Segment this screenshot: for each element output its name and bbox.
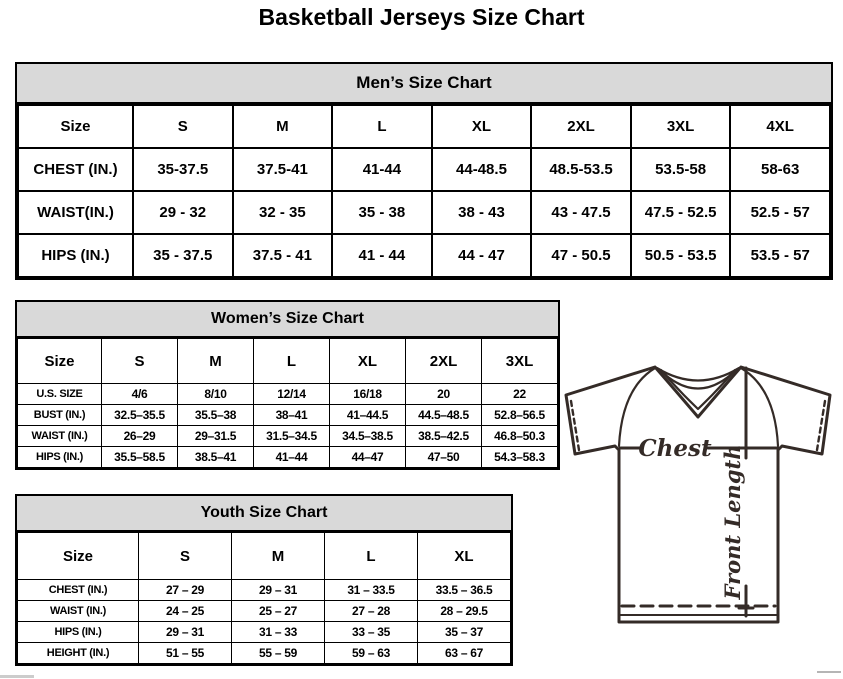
table-cell: 43 - 47.5: [531, 191, 631, 234]
column-header-row: [18, 105, 830, 148]
table-cell: 47 - 50.5: [531, 234, 631, 277]
row-label: U.S. SIZE: [18, 384, 102, 405]
table-cell: 8/10: [178, 384, 254, 405]
table-row: [18, 384, 558, 405]
scrollbar-fragment-left: [0, 675, 34, 678]
table-cell: 24 – 25: [139, 601, 232, 622]
table-cell: 51 – 55: [139, 643, 232, 664]
column-header: M: [178, 339, 254, 384]
row-label: CHEST (IN.): [18, 148, 133, 191]
column-header: 4XL: [730, 105, 830, 148]
size-header-cell: Size: [18, 533, 139, 580]
table-cell: 12/14: [254, 384, 330, 405]
table-cell: 59 – 63: [325, 643, 418, 664]
table-cell: 29 – 31: [232, 580, 325, 601]
mens-chart-title: Men’s Size Chart: [17, 64, 831, 104]
table-cell: 38 - 43: [432, 191, 532, 234]
table-row: [18, 148, 830, 191]
table-cell: 55 – 59: [232, 643, 325, 664]
table-row: [18, 580, 511, 601]
column-header: S: [102, 339, 178, 384]
table-cell: 33 – 35: [325, 622, 418, 643]
womens-size-table: [17, 338, 558, 468]
column-header: 2XL: [406, 339, 482, 384]
table-cell: 22: [482, 384, 558, 405]
table-cell: 47.5 - 52.5: [631, 191, 731, 234]
table-row: [18, 405, 558, 426]
table-row: [18, 622, 511, 643]
table-cell: 52.8–56.5: [482, 405, 558, 426]
table-cell: 53.5-58: [631, 148, 731, 191]
mens-size-chart: [15, 62, 833, 280]
table-row: [18, 601, 511, 622]
table-row: [18, 643, 511, 664]
table-cell: 44.5–48.5: [406, 405, 482, 426]
row-label: HEIGHT (IN.): [18, 643, 139, 664]
womens-chart-title: Women’s Size Chart: [17, 302, 558, 338]
youth-chart-title: Youth Size Chart: [17, 496, 511, 532]
table-cell: 35-37.5: [133, 148, 233, 191]
size-header-cell: Size: [18, 105, 133, 148]
table-cell: 46.8–50.3: [482, 426, 558, 447]
column-header-row: [18, 339, 558, 384]
youth-size-table: [17, 532, 511, 664]
table-cell: 44 - 47: [432, 234, 532, 277]
table-cell: 41–44: [254, 447, 330, 468]
size-header-cell: Size: [18, 339, 102, 384]
column-header: XL: [432, 105, 532, 148]
row-label: WAIST(IN.): [18, 191, 133, 234]
column-header: XL: [418, 533, 511, 580]
table-cell: 38.5–42.5: [406, 426, 482, 447]
table-cell: 41–44.5: [330, 405, 406, 426]
table-cell: 41-44: [332, 148, 432, 191]
table-row: [18, 234, 830, 277]
table-cell: 29–31.5: [178, 426, 254, 447]
table-cell: 50.5 - 53.5: [631, 234, 731, 277]
table-cell: 37.5 - 41: [233, 234, 333, 277]
table-cell: 4/6: [102, 384, 178, 405]
table-cell: 20: [406, 384, 482, 405]
table-cell: 35 - 37.5: [133, 234, 233, 277]
table-row: [18, 447, 558, 468]
row-label: CHEST (IN.): [18, 580, 139, 601]
table-cell: 37.5-41: [233, 148, 333, 191]
table-cell: 32 - 35: [233, 191, 333, 234]
column-header: M: [233, 105, 333, 148]
column-header: L: [254, 339, 330, 384]
jersey-outline-shape: [566, 367, 830, 622]
table-cell: 48.5-53.5: [531, 148, 631, 191]
table-cell: 41 - 44: [332, 234, 432, 277]
row-label: HIPS (IN.): [18, 447, 102, 468]
jersey-measurement-diagram: [556, 360, 843, 660]
column-header: S: [139, 533, 232, 580]
table-cell: 29 - 32: [133, 191, 233, 234]
table-cell: 28 – 29.5: [418, 601, 511, 622]
column-header: 3XL: [482, 339, 558, 384]
column-header: L: [332, 105, 432, 148]
column-header: 3XL: [631, 105, 731, 148]
table-cell: 35 - 38: [332, 191, 432, 234]
table-cell: 44-48.5: [432, 148, 532, 191]
column-header: M: [232, 533, 325, 580]
youth-size-chart: [15, 494, 513, 666]
table-cell: 58-63: [730, 148, 830, 191]
row-label: HIPS (IN.): [18, 234, 133, 277]
mens-size-table: [17, 104, 831, 278]
table-cell: 44–47: [330, 447, 406, 468]
table-cell: 16/18: [330, 384, 406, 405]
table-cell: 35.5–58.5: [102, 447, 178, 468]
front-length-label: Front Length: [720, 444, 745, 600]
table-cell: 27 – 29: [139, 580, 232, 601]
column-header: L: [325, 533, 418, 580]
row-label: BUST (IN.): [18, 405, 102, 426]
column-header-row: [18, 533, 511, 580]
table-cell: 35 – 37: [418, 622, 511, 643]
chest-label: Chest: [638, 435, 712, 462]
table-cell: 31 – 33: [232, 622, 325, 643]
womens-size-chart: [15, 300, 560, 470]
table-cell: 33.5 – 36.5: [418, 580, 511, 601]
table-row: [18, 191, 830, 234]
table-cell: 32.5–35.5: [102, 405, 178, 426]
table-cell: 34.5–38.5: [330, 426, 406, 447]
column-header: S: [133, 105, 233, 148]
table-cell: 52.5 - 57: [730, 191, 830, 234]
table-cell: 27 – 28: [325, 601, 418, 622]
table-cell: 31 – 33.5: [325, 580, 418, 601]
column-header: 2XL: [531, 105, 631, 148]
table-cell: 38.5–41: [178, 447, 254, 468]
page-title: Basketball Jerseys Size Chart: [258, 4, 585, 30]
scrollbar-fragment-right: [817, 671, 841, 673]
table-row: [18, 426, 558, 447]
row-label: HIPS (IN.): [18, 622, 139, 643]
row-label: WAIST (IN.): [18, 426, 102, 447]
table-cell: 63 – 67: [418, 643, 511, 664]
table-cell: 29 – 31: [139, 622, 232, 643]
table-cell: 54.3–58.3: [482, 447, 558, 468]
column-header: XL: [330, 339, 406, 384]
table-cell: 47–50: [406, 447, 482, 468]
table-cell: 25 – 27: [232, 601, 325, 622]
table-cell: 26–29: [102, 426, 178, 447]
table-cell: 35.5–38: [178, 405, 254, 426]
table-cell: 38–41: [254, 405, 330, 426]
table-cell: 31.5–34.5: [254, 426, 330, 447]
row-label: WAIST (IN.): [18, 601, 139, 622]
table-cell: 53.5 - 57: [730, 234, 830, 277]
